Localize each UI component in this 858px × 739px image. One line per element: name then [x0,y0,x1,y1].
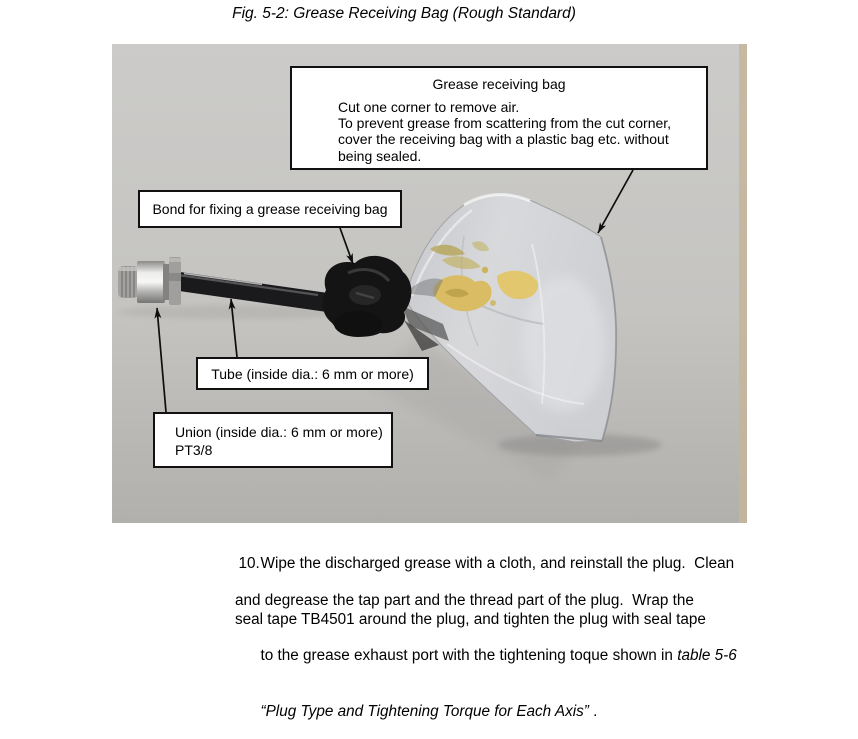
bond-blob [323,256,412,337]
callout-union [153,412,393,468]
table-edge [739,44,747,523]
step-number: 10. [238,555,260,573]
step-line-3: seal tape TB4501 around the plug, and tighten the plug with seal tape [235,610,706,628]
callout-grease-bag-body: Cut one corner to remove air. To prevent grease from scattering from the cut corner, cover the receiving bag with a plastic bag etc. without being sealed. [338,99,672,164]
table-title-reference: “Plug Type and Tightening Torque for Each Axis” [260,702,589,720]
figure-title: Fig. 5-2: Grease Receiving Bag (Rough Standard) [232,5,576,22]
callout-bond-label: Bond for fixing a grease receiving bag [152,201,388,217]
step-line-4: to the grease exhaust port with the tightening toque shown in table 5-6 [260,647,737,665]
callout-union-line2: PT3/8 [175,441,213,458]
table-reference: table 5-6 [677,647,737,665]
step-line-2: and degrease the tap part and the thread part of the plug. Wrap the [235,592,694,610]
step-line-1: Wipe the discharged grease with a cloth, and reinstall the plug. Clean [260,555,735,573]
instruction-step-10 [213,537,737,739]
callout-tube [196,357,429,390]
callout-tube-label: Tube (inside dia.: 6 mm or more) [211,365,414,382]
step-line-5: “Plug Type and Tightening Torque for Each Axis” . [260,702,598,720]
callout-union-line1: Union (inside dia.: 6 mm or more) [175,424,383,440]
callout-grease-bag-title: Grease receiving bag [432,76,566,92]
callout-grease-receiving-bag [290,66,708,170]
callout-bond [138,190,402,228]
